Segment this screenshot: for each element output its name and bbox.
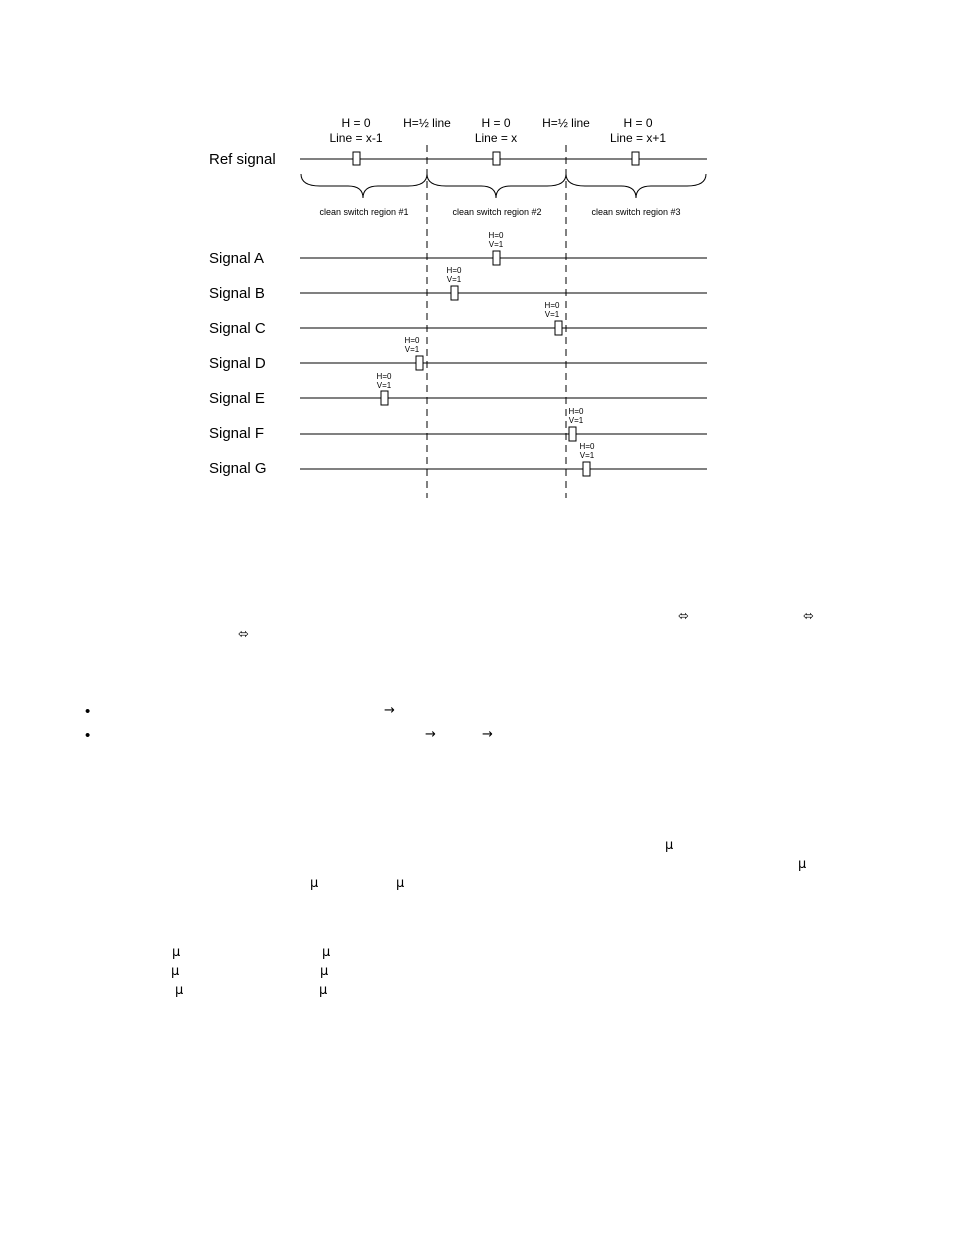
micro-symbol: μ [172,945,181,960]
region-brace-2 [427,174,566,198]
signal-a-pulse [493,251,500,265]
micro-symbol: μ [319,983,328,998]
region-label-2: clean switch region #2 [452,207,542,217]
micro-symbol: μ [320,964,329,979]
signal-f-label: Signal F [209,425,265,442]
signal-a-label: Signal A [209,250,265,267]
header-line-x-minus-1: Line = x-1 [329,131,383,145]
micro-symbol: μ [396,876,405,891]
right-arrow-icon: → [482,727,493,742]
timing-diagram [0,0,954,520]
bidirectional-arrow-icon: ⬄ [803,609,814,624]
signal-f-v-label: V=1 [568,416,584,425]
right-arrow-icon: → [384,703,395,718]
ref-pulse-line-x-minus-1 [353,152,360,165]
signal-d-h-label: H=0 [404,336,420,345]
region-label-3: clean switch region #3 [591,207,681,217]
signal-d-label: Signal D [209,355,266,372]
signal-b-h-label: H=0 [446,266,462,275]
signal-d-v-label: V=1 [404,345,420,354]
signal-f-pulse [569,427,576,441]
signal-e-v-label: V=1 [376,381,392,390]
bidirectional-arrow-icon: ⬄ [238,627,249,642]
header-line-x: Line = x [474,131,518,145]
micro-symbol: μ [322,945,331,960]
ref-signal-label: Ref signal [209,151,276,168]
signal-f-h-label: H=0 [568,407,584,416]
signal-e-h-label: H=0 [376,372,392,381]
header-half-line-2: H=½ line [542,116,590,130]
list-bullet: • [85,703,91,720]
signal-e-pulse [381,391,388,405]
signal-c-pulse [555,321,562,335]
signal-c-label: Signal C [209,320,266,337]
signal-g-v-label: V=1 [579,451,595,460]
region-label-1: clean switch region #1 [319,207,409,217]
micro-symbol: μ [171,964,180,979]
signal-g-label: Signal G [209,460,267,477]
list-bullet: • [85,727,91,744]
micro-symbol: μ [310,876,319,891]
micro-symbol: μ [665,838,674,853]
header-h0-line-x-minus-1: H = 0 [341,116,371,130]
micro-symbol: μ [798,857,807,872]
header-half-line-1: H=½ line [403,116,451,130]
right-arrow-icon: → [425,727,436,742]
ref-pulse-line-x-plus-1 [632,152,639,165]
signal-b-label: Signal B [209,285,265,302]
signal-c-v-label: V=1 [544,310,560,319]
signal-a-h-label: H=0 [488,231,504,240]
signal-a-v-label: V=1 [488,240,504,249]
signal-d-pulse [416,356,423,370]
region-brace-1 [301,174,427,198]
signal-b-v-label: V=1 [446,275,462,284]
signal-g-h-label: H=0 [579,442,595,451]
signal-b-pulse [451,286,458,300]
region-brace-3 [566,174,706,198]
signal-e-label: Signal E [209,390,265,407]
bidirectional-arrow-icon: ⬄ [678,609,689,624]
micro-symbol: μ [175,983,184,998]
ref-pulse-line-x [493,152,500,165]
signal-g-pulse [583,462,590,476]
header-h0-line-x-plus-1: H = 0 [623,116,653,130]
header-h0-line-x: H = 0 [481,116,511,130]
header-line-x-plus-1: Line = x+1 [609,131,667,145]
signal-c-h-label: H=0 [544,301,560,310]
